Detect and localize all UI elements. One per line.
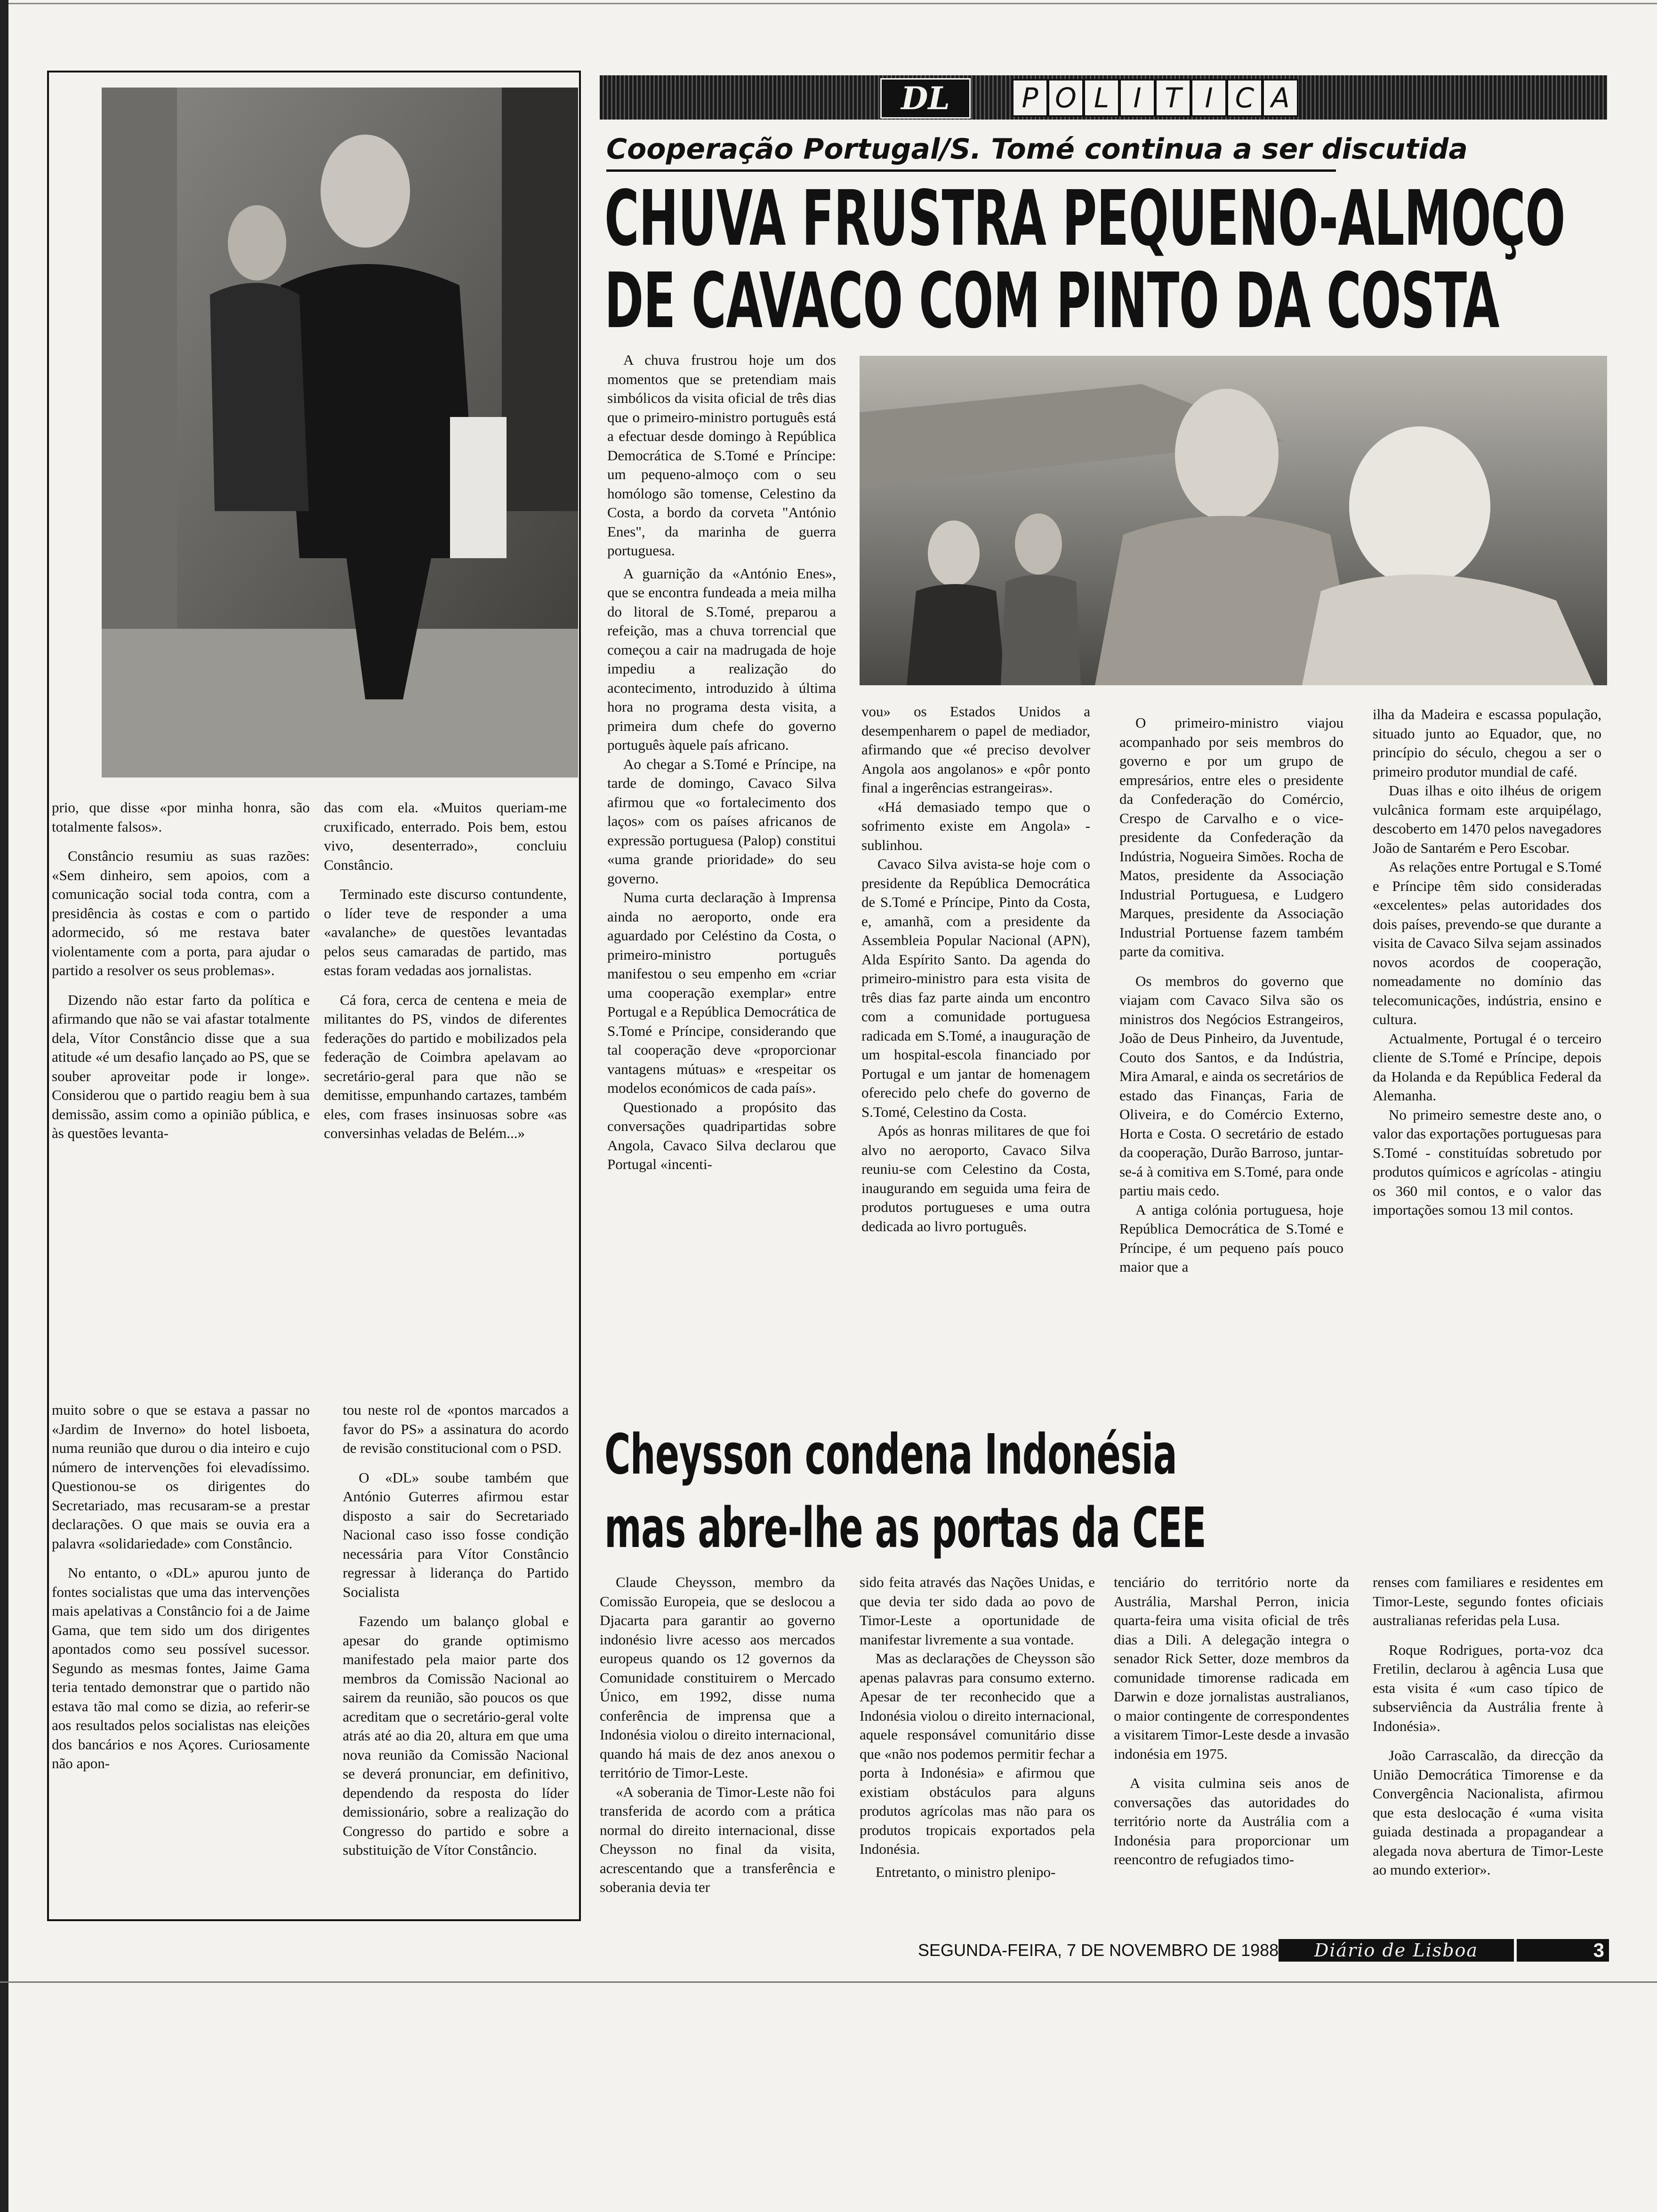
paragraph: tou neste rol de «pontos marcados a favor do PS» a assinatura do acordo de revisão constitucional com o PSD. [343,1402,569,1456]
main-headline-line2: DE CAVACO COM PINTO DA COSTA [604,257,1499,345]
footer-masthead: Diário de Lisboa [1279,1939,1514,1962]
left-colA-bottom [52,1401,310,1773]
paragraph: Claude Cheysson, membro da Comissão Europeia, que se deslocou a Djacarta para garantir ao governo indonésio livre acesso aos mercados europeus quando os 12 governos da Comunidade constituirem o Mercado Único, em 1992, disse numa conferência de imprensa que a Indonésia violou o direito internacional, quando há mais de dez anos anexou o território de Timor-Leste. [600,1574,835,1781]
paragraph: renses com familiares e residentes em Timor-Leste, segundo fontes oficiais australianas referidas pela Lusa. [1373,1574,1603,1628]
paragraph: Fazendo um balanço global e apesar do grande optimismo manifestado pela maior parte dos membros da Comissão Nacional ao sairem da reunião, são poucos os que acreditam que o secretário-geral volte atrás até ao dia 20, altura em que uma nova reunião da Comissão Nacional se deverá pronunciar, em definitivo, dependendo da resposta do líder demissionário, sobre a realização do Congresso do partido e sobre a substituição de Vítor Constâncio. [343,1613,569,1858]
main-intro-column [607,351,836,1174]
left-edge-rule [0,0,8,2212]
section-letter: I [1119,79,1155,117]
paragraph: Mas as declarações de Cheysson são apenas palavras para consumo externo. Apesar de ter reconhecido que a Indonésia violou o direito internacional, aquele responsável comunitário disse que «não nos podemos permitir fechar a porta à Indonésia» e afirmou que existiam obstáculos para alguns produtos agrícolas mas não para os produtos tropicais exportados pela Indonésia. [860,1650,1095,1857]
section-letter: A [1263,79,1298,117]
left-colA-top [52,798,310,1143]
paragraph: A antiga colónia portuguesa, hoje República Democrática de S.Tomé e Príncipe, é um pequeno país pouco maior que a [1119,1201,1343,1275]
paragraph: Duas ilhas e oito ilhéus de origem vulcânica formam este arquipélago, descoberto em 1470 pelos navegadores João de Santarém e Pero Escobar. [1373,782,1601,856]
paragraph: prio, que disse «por minha honra, são totalmente falsos». [52,799,310,835]
cavaco-pinto-da-costa-photo [860,356,1607,685]
paragraph: O primeiro-ministro viajou acompanhado por seis membros do governo e por um grupo de empresários, entre eles o presidente da Confederação do Comércio, Crespo de Carvalho e o vice-presidente da Confederação da Indústria, Nogueira Simões. Rocha de Matos, presidente da Associação Industrial Portuguesa, e Ludgero Marques, presidente da Associação Industrial Portuense fazem também parte da comitiva. [1119,714,1343,960]
paragraph: No primeiro semestre deste ano, o valor das exportações portuguesas para S.Tomé - constituídas sobretudo por produtos químicos e agrícolas - atingiu os 360 mil contos, e o valor das importações somou 13 mil contos. [1373,1106,1601,1218]
paragraph: Cavaco Silva avista-se hoje com o presidente da República Democrática de S.Tomé e Príncipe, Pinto da Costa, e, amanhã, com a presidente da Assembleia Popular Nacional (APN), Alda Espírito Santo. Da agenda do primeiro-ministro para esta visita de três dias faz parte ainda um encontro com a comunidade portuguesa radicada em S.Tomé, a inauguração de um hospital-escola financiado por Portugal e um jantar de homenagem oferecido pelo chefe do governo de S.Tomé, Celestino da Costa. [861,856,1090,1120]
left-colB-top [324,798,567,1143]
dl-logo: DL [880,78,971,119]
second-column-2 [860,1573,1095,1882]
paragraph: Ao chegar a S.Tomé e Príncipe, na tarde de domingo, Cavaco Silva afirmou que «o fortalecimento dos laços» com os países africanos de expressão portuguesa (Palop) constitui «uma grande prioridade» do seu governo. [607,755,836,887]
paragraph: das com ela. «Muitos queriam-me cruxificado, enterrado. Pois bem, estou vivo, desenterrado», concluiu Constâncio. [324,799,567,873]
photo-illustration [860,356,1607,685]
footer-page-number: 3 [1517,1939,1609,1962]
paragraph: A chuva frustrou hoje um dos momentos que se pretendiam mais simbólicos da visita oficial de três dias que o primeiro-ministro português está a efectuar desde domingo à República Democrática de S.Tomé e Príncipe: um pequeno-almoço com o seu homólogo são tomense, Celestino da Costa, a bordo da corveta "António Enes", da marinha de guerra portuguesa. [607,352,836,559]
paragraph: Roque Rodrigues, porta-voz dca Fretilin, declarou à agência Lusa que esta visita é «um caso típico de subserviência da Austrália frente à Indonésia». [1373,1641,1603,1734]
main-column-3 [1119,713,1343,1277]
main-headline-line1: CHUVA FRUSTRA PEQUENO-ALMOÇO [604,175,1565,263]
kicker: Cooperação Portugal/S. Tomé continua a ser discutida [606,133,1468,166]
top-edge-rule [0,3,1657,4]
paragraph: muito sobre o que se estava a passar no «Jardim de Inverno» do hotel lisboeta, numa reunião que durou o dia inteiro e cujo número de intervenções foi elevadíssimo. Questionou-se os dirigentes do Secretariado, mas recusaram-se a prestar declarações. O que mais se ouvia era a palavra «solidariedade» com Constâncio. [52,1402,310,1552]
second-column-3 [1114,1573,1349,1869]
section-letter: O [1048,79,1084,117]
paragraph: Entretanto, o ministro plenipo- [876,1863,1056,1880]
section-letter: P [1012,79,1048,117]
paragraph: ilha da Madeira e escassa população, situado junto ao Equador, que, no princípio do século, chegou a ser o primeiro produtor mundial de café. [1373,706,1601,780]
left-colB-bottom [343,1401,569,1860]
paragraph: Dizendo não estar farto da política e afirmando que não se vai afastar totalmente dela, Vítor Constâncio disse que a sua atitude «é um desafio lançado ao PS, que se souber aproveitar pode ir longe». Considerou que o partido reagiu bem à sua demissão, assim como a opinião pública, e às questões levanta- [52,991,310,1141]
paragraph: Os membros do governo que viajam com Cavaco Silva são os ministros dos Negócios Estrangeiros, João de Deus Pinheiro, da Juventude, Couto dos Santos, e da Indústria, Mira Amaral, e ainda os secretários de estado das Finanças, Faria de Oliveira, e do Comércio Externo, Horta e Costa. O secretário de estado da cooperação, Durão Barroso, juntar-se-á à comitiva em S.Tomé, para onde partiu mais cedo. [1119,972,1344,1199]
second-headline-line2: mas abre-lhe as portas da CEE [604,1495,1206,1560]
section-label [1012,79,1298,116]
photo-illustration [102,88,578,777]
paragraph: A visita culmina seis anos de conversações das autoridades do território norte da Austrália com a Indonésia para proporcionar um reencontro de refugiados timo- [1114,1775,1349,1867]
paragraph: Cá fora, cerca de centena e meia de militantes do PS, vindos de diferentes federações do partido e mobilizados pela federação de Coimbra apelavam ao secretário-geral para que não se demitisse, empunhando cartazes, também eles, com frases insinuosas sobre «as conversinhas veladas de Belém...» [324,991,567,1141]
paragraph: Numa curta declaração à Imprensa ainda no aeroporto, onde era aguardado por Celéstino da Costa, o primeiro-ministro português manifestou o seu empenho em «criar uma cooperação exemplar» entre Portugal e a República Democrática de S.Tomé e Príncipe, considerando que tal cooperação deve «proporcionar vantagens mútuas» e «respeitar os modelos económicos de cada país». [607,889,836,1096]
paragraph: sido feita através das Nações Unidas, e que devia ter sido dada ao povo de Timor-Leste a oportunidade de manifestar livremente a sua vontade. [860,1574,1095,1648]
paragraph: Actualmente, Portugal é o terceiro cliente de S.Tomé e Príncipe, depois da Holanda e da República Federal da Alemanha. [1373,1030,1601,1104]
section-letter: I [1191,79,1227,117]
paragraph: «A soberania de Timor-Leste não foi transferida de acordo com a prática normal do direito internacional, disse Cheysson no final da visita, acrescentando que a transferência e soberania devia ter [600,1783,835,1895]
main-column-2 [861,702,1090,1236]
bottom-rule [0,1981,1657,1983]
second-headline-line1: Cheysson condena Indonésia [604,1422,1177,1487]
second-column-1 [600,1573,835,1897]
paragraph: Constâncio resumiu as suas razões: «Sem dinheiro, sem apoios, com a comunicação social toda contra, com a presidência às costas e com o partido adormecido, só me restava bater violentamente com a porta, para ajudar o partido a resolver os seus problemas». [52,848,310,978]
paragraph: O «DL» soube também que António Guterres afirmou estar disposto a sair do Secretariado Nacional caso isso fosse condição necessária para Vítor Constâncio regressar à liderança do Partido Socialista [343,1469,569,1600]
paragraph: Questionado a propósito das conversações quadripartidas sobre Angola, Cavaco Silva declarou que Portugal «incenti- [607,1098,836,1172]
main-column-4 [1373,705,1601,1220]
constancio-photo [102,88,578,777]
kicker-underline [606,169,1336,172]
second-column-4 [1373,1573,1603,1880]
footer-date: SEGUNDA-FEIRA, 7 DE NOVEMBRO DE 1988 [918,1940,1279,1960]
paragraph: A guarnição da «António Enes», que se encontra fundeada a meia milha do litoral de S.Tomé, preparou a refeição, mas a chuva torrencial que começou a cair na madrugada de hoje impediu a realização do acontecimento, introduzido à última hora no programa desta visita, a primeira dum chefe do governo português àquele país africano. [607,565,836,753]
section-letter: T [1155,79,1191,117]
paragraph: João Carrascalão, da direcção da União Democrática Timorense e da Convergência Nacionalista, afirmou que esta deslocação é «uma visita guiada destinada a propagandear a alegada nova abertura de Timor-Leste ao mundo exterior». [1373,1747,1603,1878]
section-letter: C [1227,79,1263,117]
section-letter: L [1084,79,1119,117]
paragraph: vou» os Estados Unidos a desempenharem o papel de mediador, afirmando que «é preciso devolver Angola aos angolanos» e «pôr ponto final a ingerências estrangeiras». [861,703,1090,796]
paragraph: tenciário do território norte da Austrália, Marshal Perron, inicia quarta-feira uma visita oficial de três dias a Dili. A delegação integra o senador Rick Setter, doze membros da comunidade timorense radicada em Darwin e doze jornalistas australianos, o maior contingente de correspondentes a visitarem Timor-Leste desde a invasão indonésia em 1975. [1114,1574,1349,1762]
paragraph: «Há demasiado tempo que o sofrimento existe em Angola» - sublinhou. [861,798,1090,853]
paragraph: As relações entre Portugal e S.Tomé e Príncipe têm sido consideradas «excelentes» pelas autoridades dos dois países, prevendo-se que durante a visita de Cavaco Silva sejam assinados novos acordos de cooperação, nomeadamente no domínio das telecomunicações, indústria, ensino e cultura. [1373,858,1601,1027]
paragraph: No entanto, o «DL» apurou junto de fontes socialistas que uma das intervenções mais apelativas a Constâncio foi a de Jaime Gama, que tem sido um dos dirigentes apontados como seu possível sucessor. Segundo as mesmas fontes, Jaime Gama teria tentado demonstrar que o partido não estava tão mal como se dizia, ao referir-se aos resultados pelos socialistas nas eleições dos bancários e nos Açores. Curiosamente não apon- [52,1564,310,1771]
paragraph: Terminado este discurso contundente, o líder teve de responder a uma «avalanche» de questões levantadas pelos seus camaradas de partido, mas estas foram vedadas aos jornalistas. [324,886,567,978]
paragraph: Após as honras militares de que foi alvo no aeroporto, Cavaco Silva reuniu-se com Celestino da Costa, inaugurando em seguida uma feira de produtos portugueses e uma outra dedicada ao livro português. [861,1122,1090,1234]
